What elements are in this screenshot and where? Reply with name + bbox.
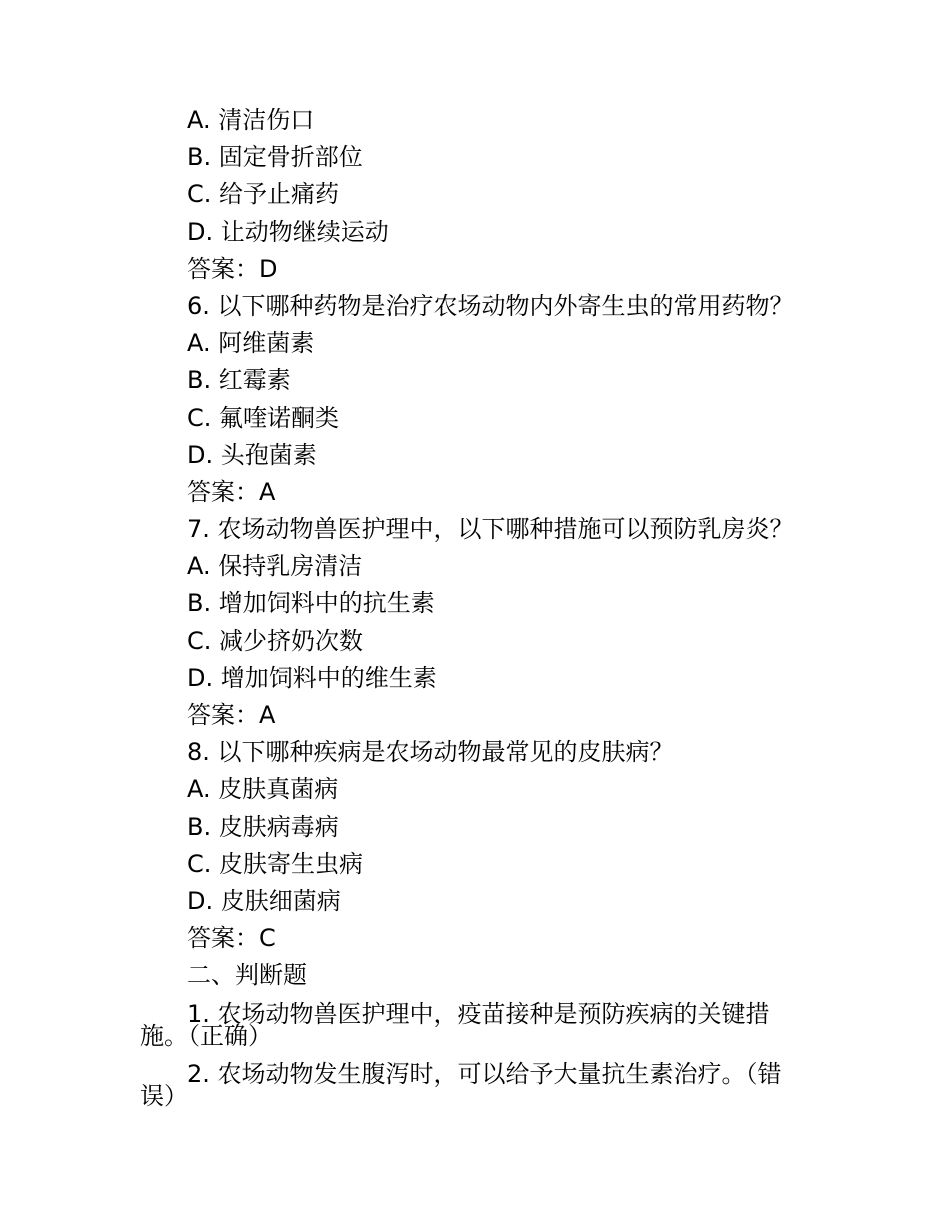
judgement-item-2-line-1: 2. 农场动物发生腹泻时，可以给予大量抗生素治疗。（错: [187, 1060, 782, 1088]
answer-line: 答案：D: [187, 254, 278, 283]
option-b: B. 皮肤病毒病: [187, 812, 339, 841]
judgement-item-1-line-2: 施。（正确）: [140, 1022, 272, 1050]
option-c: C. 氟喹诺酮类: [187, 403, 340, 432]
section-heading: 二、判断题: [187, 961, 307, 990]
option-d: D. 让动物继续运动: [187, 217, 389, 246]
option-a: A. 阿维菌素: [187, 329, 315, 358]
judgement-item-2-line-2: 误）: [140, 1082, 188, 1110]
question-7: 7. 农场动物兽医护理中，以下哪种措施可以预防乳房炎？: [187, 515, 794, 544]
option-d: D. 头孢菌素: [187, 440, 317, 469]
answer-line: 答案：C: [187, 924, 276, 953]
option-b: B. 增加饲料中的抗生素: [187, 589, 435, 618]
option-b: B. 固定骨折部位: [187, 143, 363, 172]
option-a: A. 保持乳房清洁: [187, 552, 363, 581]
option-d: D. 增加饲料中的维生素: [187, 663, 437, 692]
question-6: 6. 以下哪种药物是治疗农场动物内外寄生虫的常用药物？: [187, 291, 794, 320]
option-a: A. 清洁伤口: [187, 106, 315, 134]
judgement-item-1: [140, 1000, 830, 1050]
option-c: C. 皮肤寄生虫病: [187, 849, 364, 878]
option-b: B. 红霉素: [187, 366, 291, 395]
option-a: A. 皮肤真菌病: [187, 775, 339, 804]
answer-line: 答案：A: [187, 701, 276, 729]
answer-line: 答案：A: [187, 477, 276, 506]
judgement-item-1-line-1: 1. 农场动物兽医护理中，疫苗接种是预防疾病的关键措: [187, 1000, 770, 1028]
option-c: C. 给予止痛药: [187, 180, 340, 209]
option-d: D. 皮肤细菌病: [187, 886, 341, 915]
question-8: 8. 以下哪种疾病是农场动物最常见的皮肤病？: [187, 738, 674, 767]
judgement-item-2: [140, 1060, 830, 1110]
question-list: [187, 102, 827, 995]
option-c: C. 减少挤奶次数: [187, 626, 364, 655]
